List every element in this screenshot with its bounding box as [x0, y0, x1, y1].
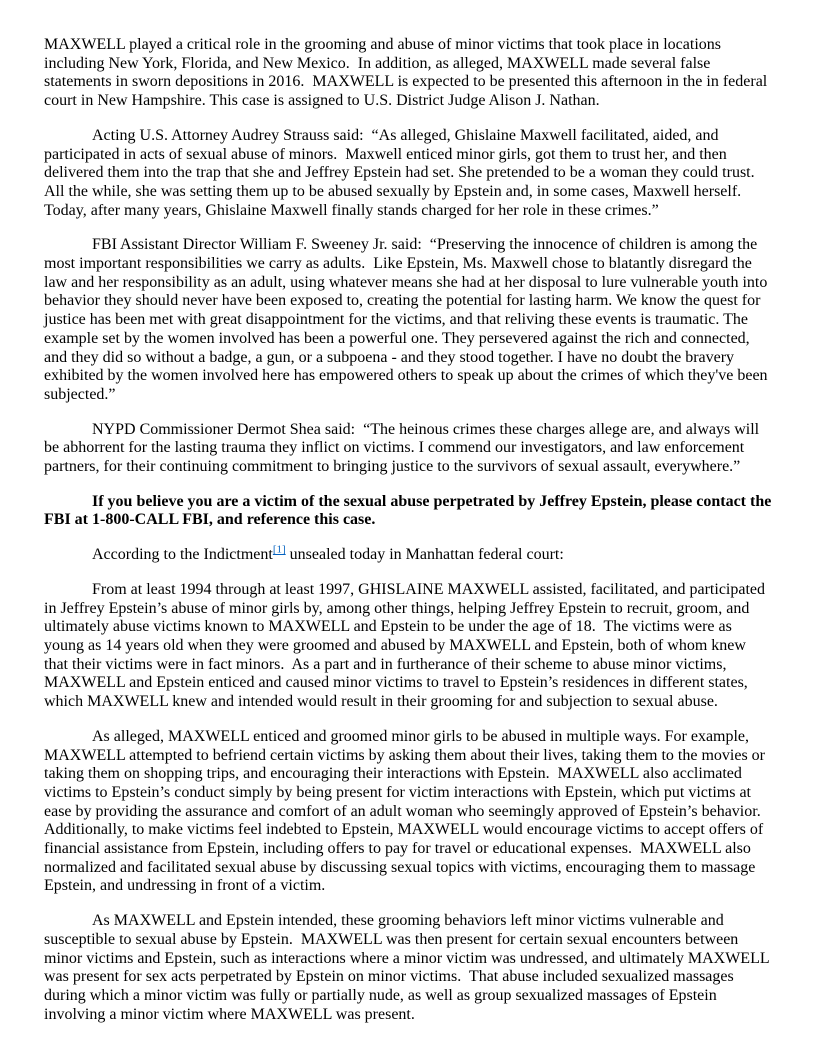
indictment-lead-in-rest: unsealed today in Manhattan federal court: — [285, 546, 564, 564]
paragraph-quote-shea: NYPD Commissioner Dermot Shea said: “The heinous crimes these charges allege are, and always will be abhorrent for the lasting trauma they inflict on victims. I commend our investigators, and law enforcement partners, for their continuing commitment to bringing justice to the survivors of sexual assault, everywhere.” — [44, 420, 764, 476]
paragraph-indictment-lead-in — [44, 543, 772, 565]
paragraph-quote-sweeney: FBI Assistant Director William F. Sweeney Jr. said: “Preserving the innocence of children is among the most important responsibilities we carry as adults. Like Epstein, Ms. Maxwell chose to blatantly disregard the law and her responsibility as an adult, using whatever means she had at her disposal to lure vulnerable youth into behavior they should never have been exposed to, creating the potential for lasting harm. We know the quest for justice has been met with great disappointment for the victims, and that reliving these events is traumatic. The example set by the women involved has been a powerful one. They persevered against the rich and connected, and they did so without a badge, a gun, or a subpoena - and they stood together. I have no doubt the bravery exhibited by the women involved here has empowered others to speak up about the crimes of which they've been subjected.” — [44, 236, 772, 403]
indictment-lead-in-text: According to the Indictment — [92, 546, 273, 564]
footnote-1-link[interactable] — [272, 543, 286, 563]
paragraph-indictment-summary-3: As MAXWELL and Epstein intended, these grooming behaviors left minor victims vulnerable and susceptible to sexual abuse by Epstein. MAXWELL was then present for certain sexual encounters between minor victims and Epstein, such as interactions where a minor victim was undressed, and ultimately MAXWELL was present for sex acts perpetrated by Epstein on minor victims. That abuse included sexualized massages during which a minor victim was fully or partially nude, as well as group sexualized massages of Epstein involving a minor victim where MAXWELL was present. — [44, 912, 774, 1023]
paragraph-victim-contact-notice: If you believe you are a victim of the sexual abuse perpetrated by Jeffrey Epstein, please contact the FBI at 1-800-CALL FBI, and reference this case. — [44, 492, 776, 529]
paragraph-indictment-summary-1: From at least 1994 through at least 1997, GHISLAINE MAXWELL assisted, facilitated, and participated in Jeffrey Epstein’s abuse of minor girls by, among other things, helping Jeffrey Epstein to recruit, groom, and ultimately abuse victims known to MAXWELL and Epstein to be under the age of 18. The victims were as young as 14 years old when they were groomed and abused by MAXWELL and Epstein, both of whom knew that their victims were in fact minors. As a part and in furtherance of their scheme to abuse minor victims, MAXWELL and Epstein enticed and caused minor victims to travel to Epstein’s residences in different states, which MAXWELL knew and intended would result in their grooming for and subjection to sexual abuse. — [44, 580, 770, 711]
paragraph-indictment-summary-2: As alleged, MAXWELL enticed and groomed minor girls to be abused in multiple ways. For example, MAXWELL attempted to befriend certain victims by asking them about their lives, taking them to the movies or taking them on shopping trips, and encouraging their interactions with Epstein. MAXWELL also acclimated victims to Epstein’s conduct simply by being present for victim interactions with Epstein, which put victims at ease by providing the assurance and comfort of an adult woman who seemingly approved of Epstein’s behavior. Additionally, to make victims feel indebted to Epstein, MAXWELL would encourage victims to accept offers of financial assistance from Epstein, including offers to pay for travel or educational expenses. MAXWELL also normalized and facilitated sexual abuse by discussing sexual topics with victims, encouraging them to massage Epstein, and undressing in front of a victim. — [44, 727, 770, 895]
paragraph-intro: MAXWELL played a critical role in the grooming and abuse of minor victims that took place in locations including New York, Florida, and New Mexico. In addition, as alleged, MAXWELL made several false statements in sworn depositions in 2016. MAXWELL is expected to be presented this afternoon in the in federal court in New Hampshire. This case is assigned to U.S. District Judge Alison J. Nathan. — [44, 36, 772, 110]
paragraph-quote-strauss: Acting U.S. Attorney Audrey Strauss said: “As alleged, Ghislaine Maxwell facilitated, aided, and participated in acts of sexual abuse of minors. Maxwell enticed minor girls, got them to trust her, and then delivered them into the trap that she and Jeffrey Epstein had set. She pretended to be a woman they could trust. All the while, she was setting them up to be abused sexually by Epstein and, in some cases, Maxwell herself. Today, after many years, Ghislaine Maxwell finally stands charged for her role in these crimes.” — [44, 126, 758, 219]
footnote-1-marker: [1] — [272, 543, 286, 556]
